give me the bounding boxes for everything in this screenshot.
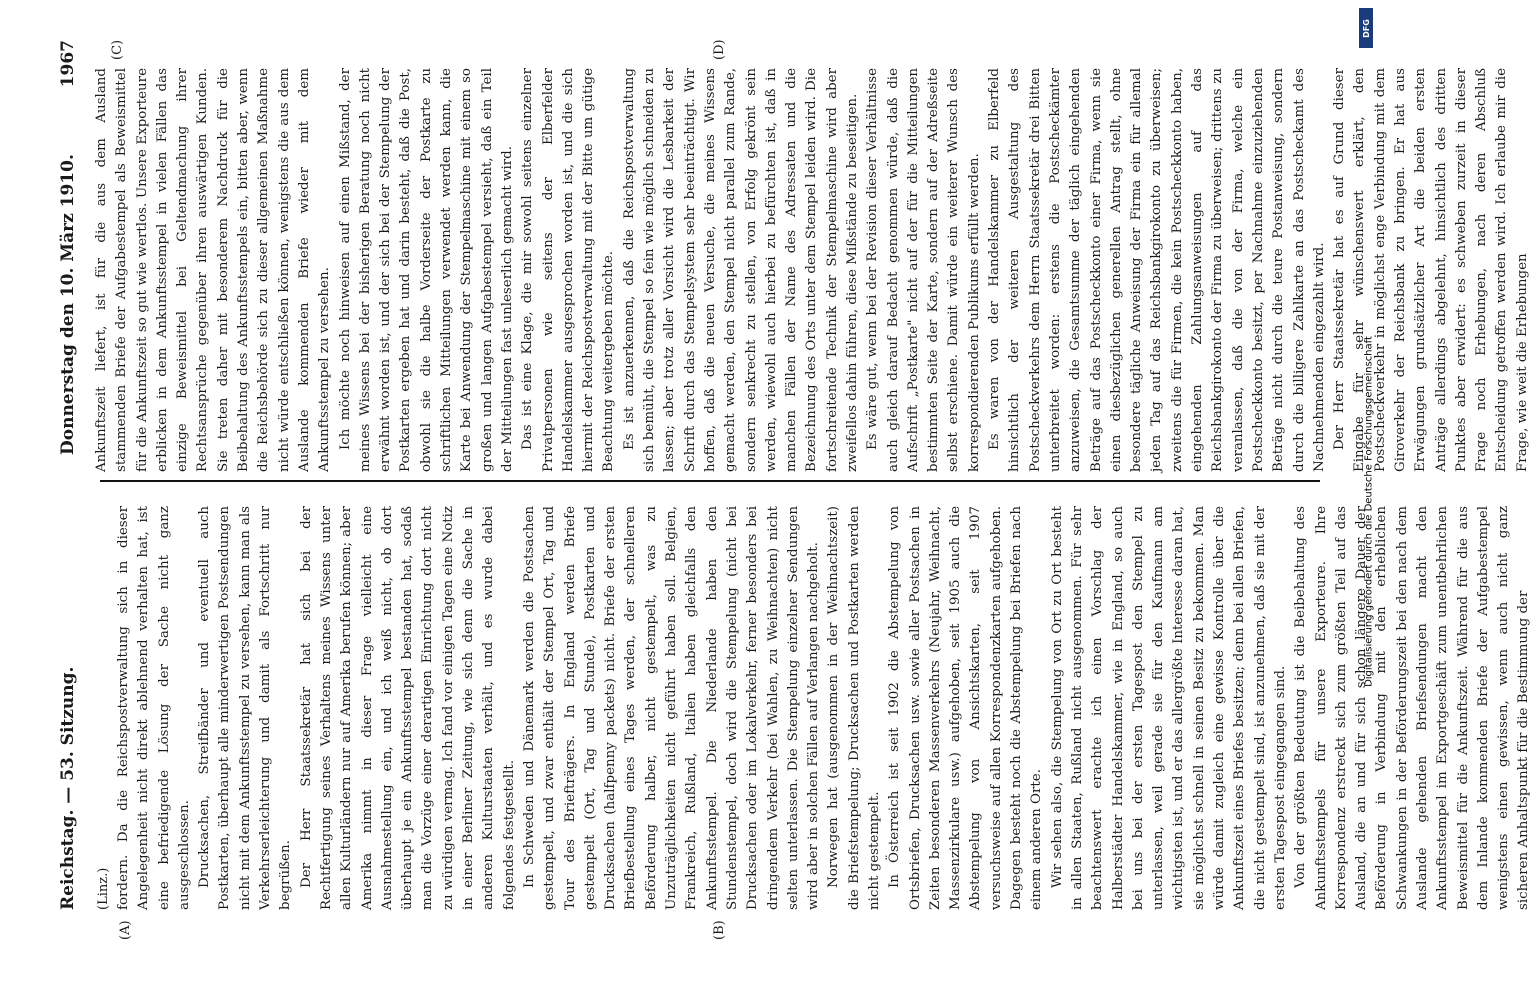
marker-a: (A): [118, 920, 133, 940]
paragraph: Es ist anzuerkennen, daß die Reichspostverwaltung sich bemüht, die Stempel so fein wie möglich schneiden zu lassen; aber trotz aller Vorsicht wird die Lesbarkeit der Schrift durch das Stempelsystem sehr beeinträchtigt. Wir hoffen, daß die neuen Versuche, die meines Wissens gemacht werden, den Stempel nicht parallel zum Rande, sondern senkrecht zu stellen, von Erfolg gekrönt sein werden, wiewohl auch hierbei zu befürchten ist, daß in manchen Fällen der Name des Adressaten und die Bezeichnung des Orts unter dem Stempel leiden wird. Die fortschreitende Technik der Stempelmaschine wird aber zweifellos dahin führen, diese Mißstände zu beseitigen.: [621, 68, 860, 472]
paragraph: fordern. Da die Reichspostverwaltung sich in dieser Angelegenheit nicht direkt ablehnend verhalten hat, ist eine befriedigende Lösung der Sache nicht ganz ausgeschlossen.: [116, 506, 192, 910]
marker-b: (B): [712, 920, 727, 940]
header-left: Reichstag. — 53. Sitzung.: [58, 666, 78, 910]
paragraph: Norwegen hat (ausgenommen in der Weihnachtszeit) die Briefstempelung; Drucksachen und Postkarten werden nicht gestempelt.: [826, 506, 882, 910]
right-column: [92, 68, 1530, 472]
paragraph: Ich möchte noch hinweisen auf einen Mißstand, der meines Wissens bei der bisherigen Beratung noch nicht erwähnt worden ist, und der sich bei der Stempelung der Postkarten ergeben hat und darin besteht, daß die Post, obwohl sie die halbe Vorderseite der Postkarte zu schriftlichen Mitteilungen verwendet werden kann, die Karte bei Anwendung der Stempelmaschine mit einem so großen und langen Aufgabestempel versieht, daß ein Teil der Mitteilungen fast unleserlich gemacht wird.: [337, 68, 515, 472]
marker-c: (C): [110, 39, 125, 60]
column-divider: [100, 480, 1320, 482]
header-date: Donnerstag den 10. März 1910.: [58, 154, 78, 455]
paragraph: Von der größten Bedeutung ist die Beibehaltung des Ankunftsstempels für unsere Exporteure. Ihre Korrespondenz erstreckt sich zum größten Teil auf das Ausland, die an und für sich schon längere Dauer der Beförderung in Verbindung mit den erheblichen Schwankungen in der Beförderungszeit bei den nach dem Auslande gehenden Briefsendungen macht den Ankunftsstempel im Exportgeschäft zum unentbehrlichen Beweismittel für die Ankunftszeit. Während für die aus dem Inlande kommenden Briefe der Aufgabestempel wenigstens einen gewissen, wenn auch nicht ganz sicheren Anhaltspunkt für die Bestimmung der: [1293, 506, 1532, 910]
paragraph: In Schweden und Dänemark werden die Postsachen gestempelt, und zwar enthält der Stempel Ort, Tag und Tour des Briefträgers. In England werden Briefe gestempelt (Ort, Tag und Stunde), Postkarten und Drucksachen (halfpenny packets) nicht. Briefe der ersten Briefbestellung eines Tages werden, der schnelleren Beförderung halber, nicht gestempelt, was zu Unzuträglichkeiten nicht geführt haben soll. Belgien, Frankreich, Rußland, Italien haben gleichfalls den Ankunftsstempel. Die Niederlande haben den Stundenstempel, doch wird die Stempelung (nicht bei Drucksachen oder im Lokalverkehr, ferner besonders bei dringendem Verkehr (bei Wahlen, zu Weihnachten) nicht selten unterlassen. Die Stempelung einzelner Sendungen wird aber in solchen Fällen auf Verlangen nachgeholt.: [521, 506, 822, 910]
digitization-note: [1359, 6, 1377, 996]
paragraph: In Österreich ist seit 1902 die Abstempelung von Ortsbriefen, Drucksachen usw. sowie aller Postsachen in Zeiten besonderen Massenverkehrs (Neujahr, Weihnacht, Massenzirkulare usw.) aufgehoben, seit 1905 auch die Abstempelung von Ansichtskarten, seit 1907 versuchsweise auf allen Korrespondenzkarten aufgehoben. Dagegen besteht noch die Abstempelung bei Briefen nach einem anderen Orte.: [887, 506, 1045, 910]
marker-d: (D): [712, 39, 727, 60]
page-header: [58, 40, 92, 910]
dfg-logo: [1359, 8, 1373, 48]
digitization-note-text: Digitalisierung gefördert durch die Deutsche Forschungsgemeinschaft: [1363, 336, 1375, 687]
paragraph: Der Herr Staatssekretär hat sich bei der Rechtfertigung seines Verhaltens meines Wissens unter allen Kulturländern nur auf Amerika berufen können; aber Amerika nimmt in dieser Frage vielleicht eine Ausnahmestellung ein, und ich weiß nicht, ob dort überhaupt je ein Ankunftsstempel bestanden hat, sodaß man die Vorzüge einer derartigen Einrichtung dort nicht zu würdigen vermag. Ich fand vor einigen Tagen eine Notiz in einer Berliner Zeitung, wie sich denn die Sache in anderen Kulturstaaten verhält, und es wurde dabei folgendes festgestellt.: [298, 506, 517, 910]
paragraph: Wir sehen also, die Stempelung von Ort zu Ort besteht in allen Staaten, Rußland nicht ausgenommen. Für sehr beachtenswert erachte ich einen Vorschlag der Halberstädter Handelskammer, wie in England, so auch bei uns bei der ersten Tagespost den Stempel zu unterlassen, weil gerade sie für den Kaufmann am wichtigsten ist, und er das allergrößte Interesse daran hat, sie möglichst schnell in seinen Besitz zu bekommen. Man würde damit zugleich eine gewisse Kontrolle über die Ankunftszeit eines Briefes besitzen; denn bei allen Briefen, die nicht gestempelt sind, ist anzunehmen, daß sie mit der ersten Tagespost eingegangen sind.: [1049, 506, 1288, 910]
paragraph: Drucksachen, Streifbänder und eventuell auch Postkarten, überhaupt alle minderwertigen Postsendungen nicht mit dem Ankunftsstempel zu versehen, kann man als Verkehrserleichterung und damit als Fortschritt nur begrüßen.: [197, 506, 294, 910]
paragraph: Es wäre gut, wenn bei der Revision dieser Verhältnisse auch gleich darauf Bedacht genommen würde, daß die Aufschrift „Postkarte" nicht auf der für die Mitteilungen bestimmten Seite der Karte, sondern auf der Adreßseite selbst erschiene. Damit würde ein weiterer Wunsch des korrespondierenden Publikums erfüllt werden.: [865, 68, 982, 472]
dfg-logo-text: DFG: [1361, 18, 1371, 38]
header-page-number: 1967: [58, 40, 78, 88]
paragraph: Der Herr Staatssekretär hat es auf Grund dieser Eingabe für sehr wünschenswert erklärt, den Postscheckverkehr in möglichst enge Verbindung mit dem Giroverkehr der Reichsbank zu bringen. Er hat aus Erwägungen grundsätzlicher Art die beiden ersten Anträge allerdings abgelehnt, hinsichtlich des dritten Punktes aber erwidert: es schweben zurzeit in dieser Frage noch Erhebungen, nach deren Abschluß Entscheidung getroffen werden wird. Ich erlaube mir die Frage, wie weit die Erhebungen: [1332, 68, 1530, 472]
paragraph: Das ist eine Klage, die mir sowohl seitens einzelner Privatpersonen wie seitens der Elberfelder Handelskammer ausgesprochen worden ist, und die sich hiermit der Reichspostverwaltung mit der Bitte um gütige Beachtung weitergeben möchte.: [520, 68, 617, 472]
continuation-label: (Linz.): [96, 867, 111, 910]
paragraph: Es waren von der Handelskammer zu Elberfeld hinsichtlich der weiteren Ausgestaltung des Postscheckverkehrs dem Herrn Staatssekretär drei Bitten unterbreitet worden: erstens die Postscheckämter anzuweisen, die Gesamtsumme der täglich eingehenden Beträge auf das Postscheckkonto einer Firma, wenn sie einen diesbezüglichen generellen Antrag stellt, ohne besondere tägliche Anweisung der Firma ein für allemal jeden Tag auf das Reichsbankgirokonto zu überweisen; zweitens die für Firmen, die kein Postscheckkonto haben, eingehenden Zahlungsanweisungen auf das Reichsbankgirokonto der Firma zu überweisen; drittens zu veranlassen, daß die von der Firma, welche ein Postscheckkonto besitzt, per Nachnahme einzuziehenden Beträge nicht durch die teure Postanweisung, sondern durch die billigere Zahlkarte an das Postscheckamt des Nachnehmenden eingezahlt wird.: [987, 68, 1327, 472]
paragraph: Ankunftszeit liefert, ist für die aus dem Ausland stammenden Briefe der Aufgabestempel als Beweismittel für die Ankunftszeit so gut wie wertlos. Unsere Exporteure erblicken in dem Ankunftsstempel in vielen Fällen das einzige Beweismittel bei Geltendmachung ihrer Rechtsansprüche gegenüber ihren auswärtigen Kunden. Sie treten daher mit besonderem Nachdruck für die Beibehaltung des Ankunftsstempels ein, bitten aber, wenn die Reichsbehörde sich zu dieser allgemeinen Maßnahme nicht würde entschließen können, wenigstens die aus dem Auslande kommenden Briefe wieder mit dem Ankunftsstempel zu versehen.: [94, 68, 333, 472]
